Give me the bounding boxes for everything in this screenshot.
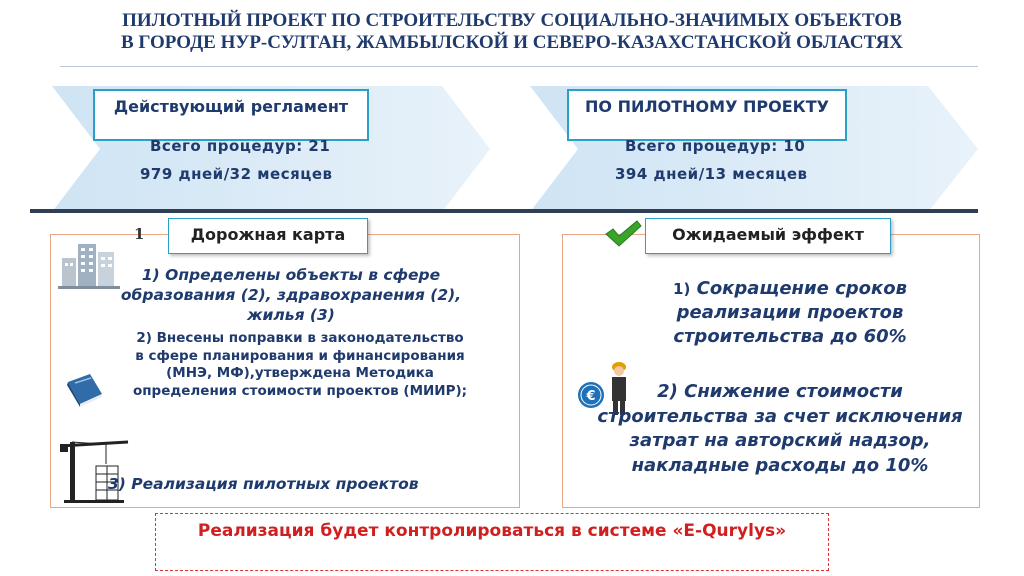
pilot-total-procedures: Всего процедур: 10 — [625, 137, 806, 155]
effect-tab: Ожидаемый эффект — [645, 218, 891, 254]
title-divider — [60, 66, 978, 67]
book-icon — [64, 372, 106, 408]
roadmap-item-3 — [108, 474, 419, 494]
svg-text:€: € — [586, 389, 596, 404]
effect-item-1-number: 1) — [673, 280, 691, 298]
footer-note: Реализация будет контролироваться в системе «E-Qurylys» — [155, 513, 829, 571]
roadmap-tab: Дорожная карта — [168, 218, 368, 254]
roadmap-marker: 1 — [134, 225, 145, 243]
pilot-days-months: 394 дней/13 месяцев — [615, 165, 808, 183]
page-title — [0, 10, 1024, 54]
current-total-procedures: Всего процедур: 21 — [150, 137, 331, 155]
effect-item-1-text: Сокращение сроков реализации проектов строительства до 60% — [673, 278, 907, 347]
section-divider — [30, 209, 978, 213]
pilot-project-label: ПО ПИЛОТНОМУ ПРОЕКТУ — [567, 89, 847, 141]
roadmap-item-3-text: Реализация пилотных проектов — [131, 475, 419, 493]
roadmap-item-3-number: 3) — [108, 475, 126, 493]
checkmark-icon — [604, 220, 642, 248]
title-line-2: В ГОРОДЕ НУР-СУЛТАН, ЖАМБЫЛСКОЙ И СЕВЕРО-КАЗАХСТАНСКОЙ ОБЛАСТЯХ — [120, 32, 904, 53]
title-line-1: ПИЛОТНЫЙ ПРОЕКТ ПО СТРОИТЕЛЬСТВУ СОЦИАЛЬНО-ЗНАЧИМЫХ ОБЪЕКТОВ — [122, 10, 902, 31]
effect-item-1 — [640, 277, 940, 349]
roadmap-item-2: 2) Внесены поправки в законодательство в сфере планирования и финансирования (МНЭ, МФ),утверждена Методика определения стоимости проектов (МИИР); — [132, 330, 468, 399]
current-regulation-label: Действующий регламент — [93, 89, 369, 141]
roadmap-item-1: 1) Определены объекты в сфере образования (2), здравохранения (2), жилья (3) — [120, 266, 462, 324]
effect-item-2: 2) Снижение стоимости строительства за счет исключения затрат на авторский надзор, накладные расходы до 10% — [597, 381, 963, 476]
current-days-months: 979 дней/32 месяцев — [140, 165, 333, 183]
